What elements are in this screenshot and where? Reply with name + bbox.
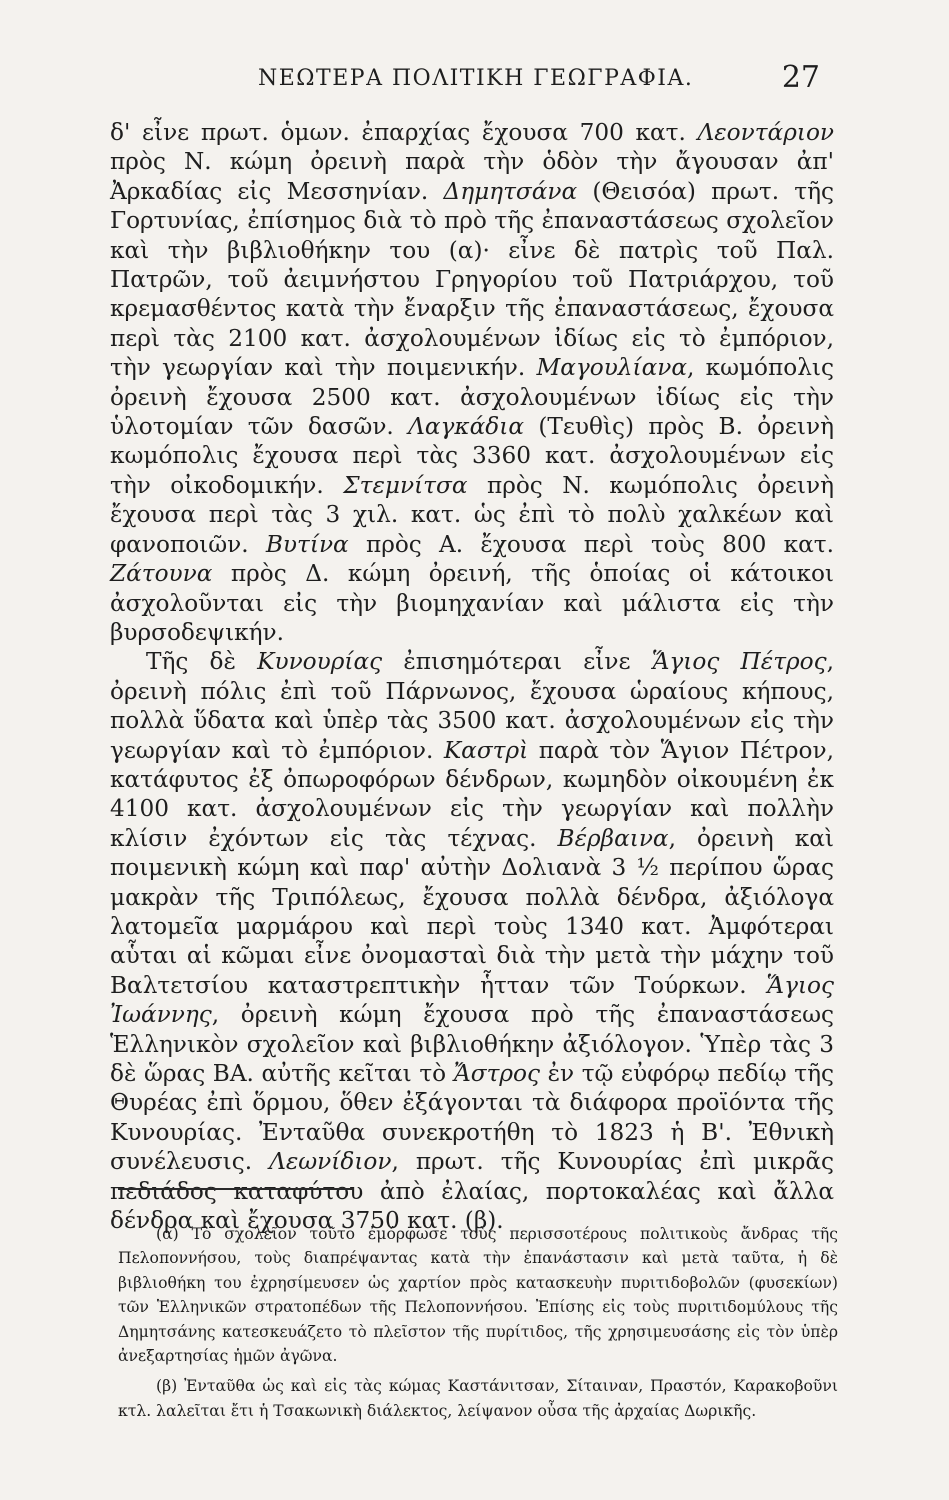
paragraph-2 (110, 647, 834, 1235)
running-title: ΝΕΩΤΕΡΑ ΠΟΛΙΤΙΚΗ ΓΕΩΓΡΑΦΙΑ. (258, 66, 694, 91)
place-name: Μαγουλίανα (536, 354, 687, 382)
text-run: πρὸς Α. ἔχουσα περὶ τοὺς 800 κατ. (348, 530, 834, 558)
place-name: Ζάτουνα (110, 560, 213, 588)
text-run: (Θεισόα) πρωτ. τῆς Γορτυνίας, ἐπίσημος διὰ τὸ πρὸ τῆς ἐπαναστάσεως σχολεῖον καὶ τὴν βιβλιοθήκην του (α)· εἶνε δὲ πατρὶς τοῦ Παλ. Πατρῶν, τοῦ ἀειμνήστου Γρηγορίου τοῦ Πατριάρχου, τοῦ κρεμασθέντος κατὰ τὴν ἔναρξιν τῆς ἐπαναστάσεως, ἔχουσα περὶ τὰς 2100 κατ. ἀσχολουμένων ἰδίως εἰς τὸ ἐμπόριον, τὴν γεωργίαν καὶ τὴν ποιμενικήν. (110, 177, 835, 382)
place-name: Ἅγιος Ἰωάννης (110, 971, 834, 1029)
text-run: , ὀρεινὴ κώμη ἔχουσα πρὸ τῆς ἐπαναστάσεως Ἑλληνικὸν σχολεῖον καὶ βιβλιοθήκην ἀξιόλογον. Ὑπὲρ τὰς 3 δὲ ὥρας ΒΑ. αὐτῆς κεῖται τὸ (110, 1001, 834, 1087)
text-run: ἐπισημότεραι εἶνε (382, 648, 652, 676)
place-name: Βέρβαινα (557, 824, 669, 852)
body-text (110, 118, 834, 1235)
place-name: Ἅγιος Πέτρος (651, 648, 827, 676)
footnote-rule (118, 1188, 354, 1190)
footnote-a: (α) Τὸ σχολεῖον τοῦτο ἐμόρφωσε τοὺς περισσοτέρους πολιτικοὺς ἄνδρας τῆς Πελοποννήσου, τοὺς διαπρέψαντας κατὰ τὴν ἐπανάστασιν καὶ μετὰ ταῦτα, ἡ δὲ βιβλιοθήκη του ἐχρησίμευσεν ὡς χαρτίον πρὸς κατασκευὴν πυριτιδοβολῶν (φυσεκίων) τῶν Ἑλληνικῶν στρατοπέδων τῆς Πελοποννήσου. Ἐπίσης εἰς τοὺς πυριτιδομύλους τῆς Δημητσάνης κατεσκευάζετο τὸ πλεῖστον τῆς πυρίτιδος, τῆς χρησιμευσάσης εἰς τὸν ὑπὲρ ἀνεξαρτησίας ἡμῶν ἀγῶνα. (118, 1225, 838, 1366)
text-run: , κωμόπολις ὀρεινὴ ἔχουσα 2500 κατ. ἀσχολουμένων ἰδίως εἰς τὴν ὑλοτομίαν τῶν δασῶν. (110, 354, 834, 441)
text-run: δ' εἶνε πρωτ. ὁμων. ἐπαρχίας ἔχουσα 700 κατ. (110, 119, 698, 146)
place-name: Ἄστρος (453, 1060, 540, 1087)
place-name: Κυνουρίας (257, 648, 383, 676)
page-number: 27 (781, 60, 820, 95)
text-run: πρὸς Ν. κώμη ὀρεινὴ παρὰ τὴν ὁδὸν τὴν ἄγουσαν ἀπ' Ἀρκαδίας εἰς Μεσσηνίαν. (110, 148, 834, 205)
text-run: , πρωτ. τῆς Κυνουρίας ἐπὶ μικρᾶς πεδιάδος καταφύτου ἀπὸ ἐλαίας, πορτοκαλέας καὶ ἄλλα δένδρα καὶ ἔχουσα 3750 κατ. (β). (110, 1148, 834, 1235)
text-run: Τῆς δὲ (146, 648, 258, 676)
place-name: Βυτίνα (265, 530, 349, 558)
place-name: Καστρὶ (443, 736, 529, 764)
place-name: Δημητσάνα (443, 177, 578, 205)
place-name: Λεοντάριον (697, 119, 834, 146)
place-name: Στεμνίτσα (343, 471, 468, 499)
footnotes (118, 1222, 838, 1429)
place-name: Λεωνίδιον (269, 1148, 392, 1176)
text-run: (Τευθὶς) πρὸς Β. ὀρεινὴ κωμόπολις ἔχουσα περὶ τὰς 3360 κατ. ἀσχολουμένων εἰς τὴν οἰκοδομικήν. (110, 413, 834, 499)
text-run: πρὸς Ν. κωμόπολις ὀρεινὴ ἔχουσα περὶ τὰς 3 χιλ. κατ. ὡς ἐπὶ τὸ πολὺ χαλκέων καὶ φανοποιῶν. (110, 471, 834, 558)
text-run: πρὸς Δ. κώμη ὀρεινή, τῆς ὁποίας οἱ κάτοικοι ἀσχολοῦνται εἰς τὴν βιομηχανίαν καὶ μάλιστα εἰς τὴν βυρσοδεψικήν. (110, 560, 834, 646)
running-head (120, 60, 820, 100)
text-run: παρὰ τὸν Ἅγιον Πέτρον, κατάφυτος ἐξ ὀπωροφόρων δένδρων, κωμηδὸν οἰκουμένη ἐκ 4100 κατ. ἀσχολουμένων εἰς τὴν γεωργίαν καὶ πολλὴν κλίσιν ἐχόντων εἰς τὰς τέχνας. (110, 736, 834, 852)
place-name: Λαγκάδια (408, 413, 524, 441)
text-run: ἐν τῷ εὐφόρῳ πεδίῳ τῆς Θυρέας ἐπὶ ὅρμου, ὅθεν ἐξάγονται τὰ διάφορα προϊόντα τῆς Κυνουρίας. Ἐνταῦθα συνεκροτήθη τὸ 1823 ἡ Β'. Ἐθνικὴ συνέλευσις. (110, 1060, 835, 1176)
text-run: , ὀρεινὴ καὶ ποιμενικὴ κώμη καὶ παρ' αὐτὴν Δολιανὰ 3 ½ περίπου ὥρας μακρὰν τῆς Τριπόλεως, ἔχουσα πολλὰ δένδρα, ἀξιόλογα λατομεῖα μαρμάρου καὶ περὶ τοὺς 1340 κατ. Ἀμφότεραι αὗται αἱ κῶμαι εἶνε ὀνομασταὶ διὰ τὴν μετὰ τὴν μάχην τοῦ Βαλτετσίου καταστρεπτικὴν ἧτταν τῶν Τούρκων. (110, 824, 834, 999)
text-run: , ὀρεινὴ πόλις ἐπὶ τοῦ Πάρνωνος, ἔχουσα ὡραίους κήπους, πολλὰ ὕδατα καὶ ὑπὲρ τὰς 3500 κατ. ἀσχολουμένων εἰς τὴν γεωργίαν καὶ τὸ ἐμπόριον. (110, 648, 834, 764)
footnote-b: (β) Ἐνταῦθα ὡς καὶ εἰς τὰς κώμας Καστάνιτσαν, Σίταιναν, Πραστόν, Καρακοβοῦνι κτλ. λαλεῖται ἔτι ἡ Τσακωνικὴ διάλεκτος, λείψανον οὖσα τῆς ἀρχαίας Δωρικῆς. (118, 1377, 838, 1420)
paragraph-1 (110, 118, 834, 647)
